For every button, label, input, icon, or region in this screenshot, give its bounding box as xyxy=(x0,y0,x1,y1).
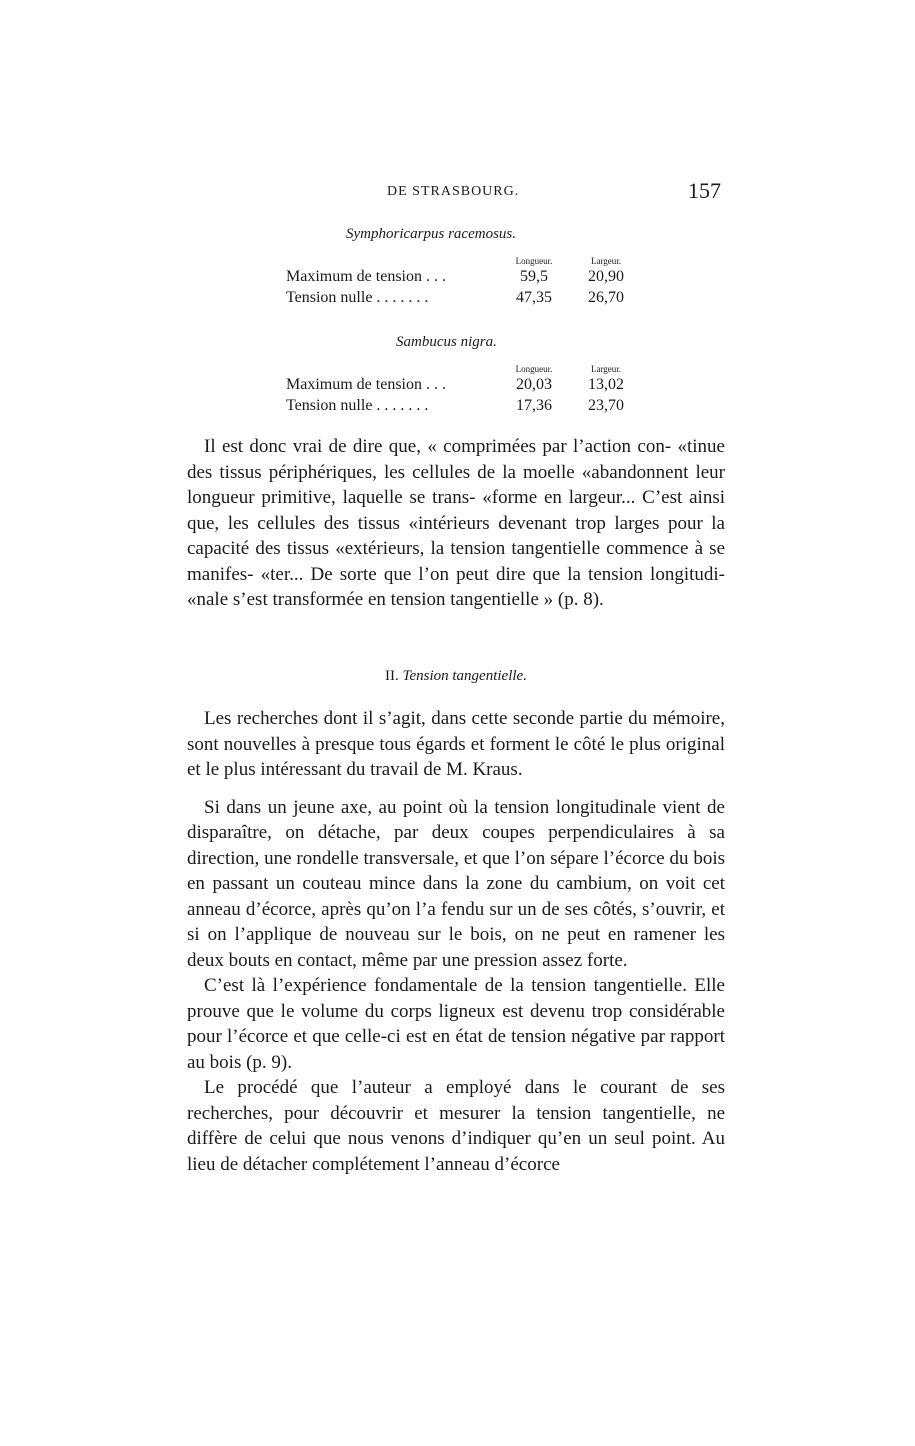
table-row xyxy=(286,374,642,395)
measure-table-symphoricarpus xyxy=(286,252,642,308)
section-title: Tension tangentielle. xyxy=(402,668,527,684)
paragraph: Les recherches dont il s’agit, dans cette seconde partie du mémoire, sont nouvelles à presque tous égards et forment le côté le plus original et le plus intéressant du travail de M. Kraus. xyxy=(187,708,725,780)
paragraph: C’est là l’expérience fondamentale de la tension tangentielle. Elle prouve que le volume du corps ligneux est devenu trop considérable pour l’écorce et que celle-ci est en état de tension négative par rapport au bois (p. 9). xyxy=(187,975,725,1073)
measure-table-sambucus xyxy=(286,360,642,416)
row-label: Tension nulle . . . . . . . xyxy=(286,396,429,414)
cell-longueur: 17,36 xyxy=(516,396,552,414)
page-number: 157 xyxy=(688,178,721,203)
table-header-row xyxy=(286,360,642,374)
cell-largeur: 26,70 xyxy=(588,288,624,306)
quote-block xyxy=(187,434,725,613)
row-label: Maximum de tension . . . xyxy=(286,267,446,285)
cell-longueur: 20,03 xyxy=(516,375,552,393)
section-body xyxy=(187,706,725,1177)
table-row xyxy=(286,287,642,308)
blank-header xyxy=(286,360,498,374)
quote-paragraph: Il est donc vrai de dire que, « comprimées par l’action con- «tinue des tissus périphériques, les cellules de la moelle «abandonnent leur longueur primitive, laquelle se trans- «forme en largeur... C’est ainsi que, les cellules des tissus «intérieurs devenant trop larges pour la capacité des tissus «extérieurs, la tension tangentielle commence à se manifes- «ter... De sorte que l’on peut dire que la tension longitudi- «nale s’est transformée en tension tangentielle » (p. 8). xyxy=(187,436,725,610)
row-label: Tension nulle . . . . . . . xyxy=(286,288,429,306)
paragraph: Le procédé que l’auteur a employé dans le courant de ses recherches, pour découvrir et mesurer la tension tangentielle, ne diffère de celui que nous venons d’indiquer qu’en un seul point. Au lieu de détacher complétement l’anneau d’écorce xyxy=(187,1077,725,1175)
table-title-sambucus: Sambucus nigra. xyxy=(396,334,497,350)
running-title: DE STRASBOURG. xyxy=(387,184,520,199)
col-header-largeur: Largeur. xyxy=(590,256,622,266)
cell-largeur: 13,02 xyxy=(588,375,624,393)
table-header-row xyxy=(286,252,642,266)
table-title-symphoricarpus: Symphoricarpus racemosus. xyxy=(346,226,516,242)
running-head xyxy=(187,180,725,208)
table-row xyxy=(286,395,642,416)
cell-largeur: 23,70 xyxy=(588,396,624,414)
section-number: II. xyxy=(385,668,399,684)
cell-largeur: 20,90 xyxy=(588,267,624,285)
cell-longueur: 59,5 xyxy=(520,267,548,285)
col-header-longueur: Longueur. xyxy=(515,256,553,266)
col-header-largeur: Largeur. xyxy=(590,364,622,374)
col-header-longueur: Longueur. xyxy=(515,364,553,374)
cell-longueur: 47,35 xyxy=(516,288,552,306)
section-heading xyxy=(187,668,725,685)
table-row xyxy=(286,266,642,287)
paragraph-gap xyxy=(187,783,725,795)
blank-header xyxy=(286,252,498,266)
row-label: Maximum de tension . . . xyxy=(286,375,446,393)
paragraph: Si dans un jeune axe, au point où la tension longitudinale vient de disparaître, on détache, par deux coupes perpendiculaires à sa direction, une rondelle transversale, et que l’on sépare l’écorce du bois en passant un couteau mince dans la zone du cambium, on voit cet anneau d’écorce, après qu’on l’a fendu sur un de ses côtés, s’ouvrir, et si on l’applique de nouveau sur le bois, on ne peut en ramener les deux bouts en contact, même par une pression assez forte. xyxy=(187,796,725,971)
